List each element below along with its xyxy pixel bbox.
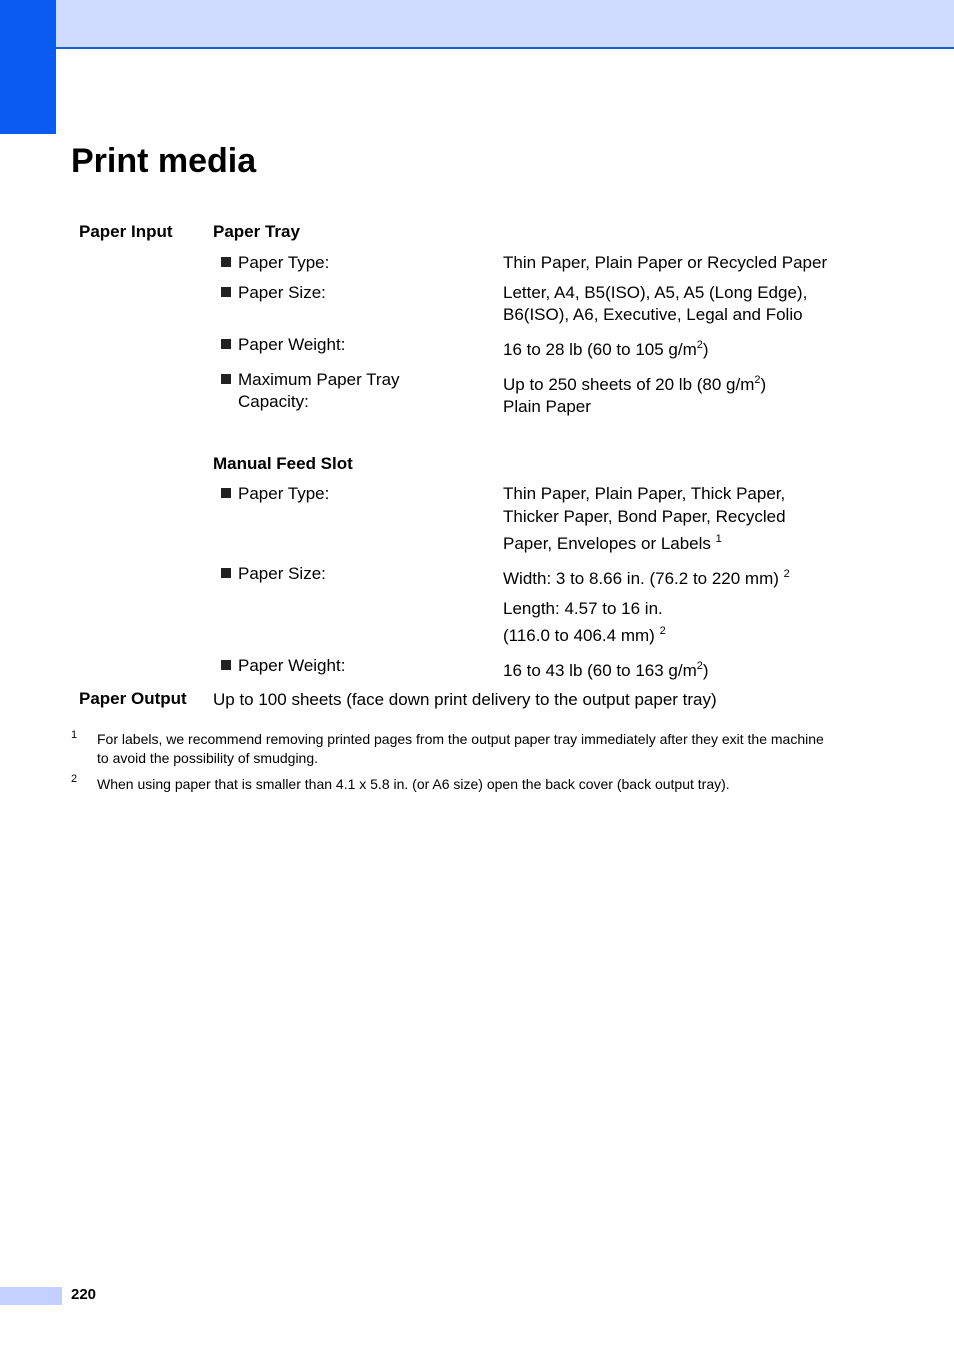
tray-max-capacity-label-line1: Maximum Paper Tray — [238, 370, 400, 389]
square-bullet-icon — [221, 287, 231, 297]
footnote-2-line1: When using paper that is smaller than 4.1 x 5.8 in. (or A6 size) open the back cover (back output tray). — [97, 776, 730, 792]
manual-paper-type-label: Paper Type: — [238, 484, 330, 503]
footnote-2-number: 2 — [71, 773, 78, 785]
manual-paper-weight-label: Paper Weight: — [238, 656, 346, 675]
paper-output-value: Up to 100 sheets (face down print delivery to the output paper tray) — [213, 690, 717, 709]
manual-paper-type-value-line1: Thin Paper, Plain Paper, Thick Paper, — [503, 484, 786, 503]
tray-paper-weight-value: 16 to 28 lb (60 to 105 $g/m^2$) — [503, 339, 709, 359]
manual-paper-type-value-line2: Thicker Paper, Bond Paper, Recycled — [503, 507, 786, 526]
footnote-ref: 2 — [659, 625, 666, 637]
manual-paper-size-width: Width: 3 to 8.66 in. (76.2 to 220 mm) $^2$ — [503, 568, 790, 588]
tray-max-capacity-label-line2: Capacity: — [238, 392, 309, 411]
tray-paper-type-value: Thin Paper, Plain Paper or Recycled Paper — [503, 253, 828, 272]
superscript: 2 — [696, 339, 703, 351]
header-band — [0, 0, 954, 49]
footnote-1-line2: to avoid the possibility of smudging. — [97, 750, 319, 766]
square-bullet-icon — [221, 660, 231, 670]
square-bullet-icon — [221, 488, 231, 498]
square-bullet-icon — [221, 257, 231, 267]
page-number-bar — [0, 1287, 62, 1305]
manual-feed-slot-heading: Manual Feed Slot — [213, 454, 353, 473]
manual-paper-type-value-line3: Paper, Envelopes or Labels $^1$ — [503, 533, 722, 553]
manual-paper-weight-value: 16 to 43 lb (60 to 163 $g/m^2$) — [503, 660, 709, 680]
square-bullet-icon — [221, 568, 231, 578]
superscript: 2 — [696, 660, 703, 672]
page-number: 220 — [71, 1286, 97, 1303]
manual-paper-size-length-line1: Length: 4.57 to 16 in. — [503, 599, 663, 618]
paper-tray-heading: Paper Tray — [213, 222, 300, 241]
footnote-1-number: 1 — [71, 729, 78, 741]
footnote-ref: 2 — [783, 568, 790, 580]
paper-output-label: Paper Output — [79, 689, 187, 708]
paper-input-label: Paper Input — [79, 222, 173, 241]
superscript: 2 — [754, 374, 761, 386]
tray-paper-type-label: Paper Type: — [238, 253, 330, 272]
tray-paper-size-value-line2: B6(ISO), A6, Executive, Legal and Folio — [503, 305, 803, 324]
square-bullet-icon — [221, 374, 231, 384]
page-title: Print media — [71, 142, 257, 180]
manual-paper-size-label: Paper Size: — [238, 564, 326, 583]
manual-paper-size-length-line2: (116.0 to 406.4 mm) $^2$ — [503, 625, 666, 645]
footnote-ref: 1 — [715, 533, 722, 545]
tray-max-capacity-value-line1: Up to 250 sheets of 20 lb (80 $g/m^2$) — [503, 374, 767, 394]
tray-paper-weight-label: Paper Weight: — [238, 335, 346, 354]
square-bullet-icon — [221, 339, 231, 349]
chapter-side-tab — [0, 0, 56, 134]
footnote-1-line1: For labels, we recommend removing printed pages from the output paper tray immediately after they exit the machine — [97, 731, 824, 747]
tray-paper-size-value-line1: Letter, A4, B5(ISO), A5, A5 (Long Edge), — [503, 283, 808, 302]
tray-max-capacity-value-line2: Plain Paper — [503, 397, 591, 416]
tray-paper-size-label: Paper Size: — [238, 283, 326, 302]
